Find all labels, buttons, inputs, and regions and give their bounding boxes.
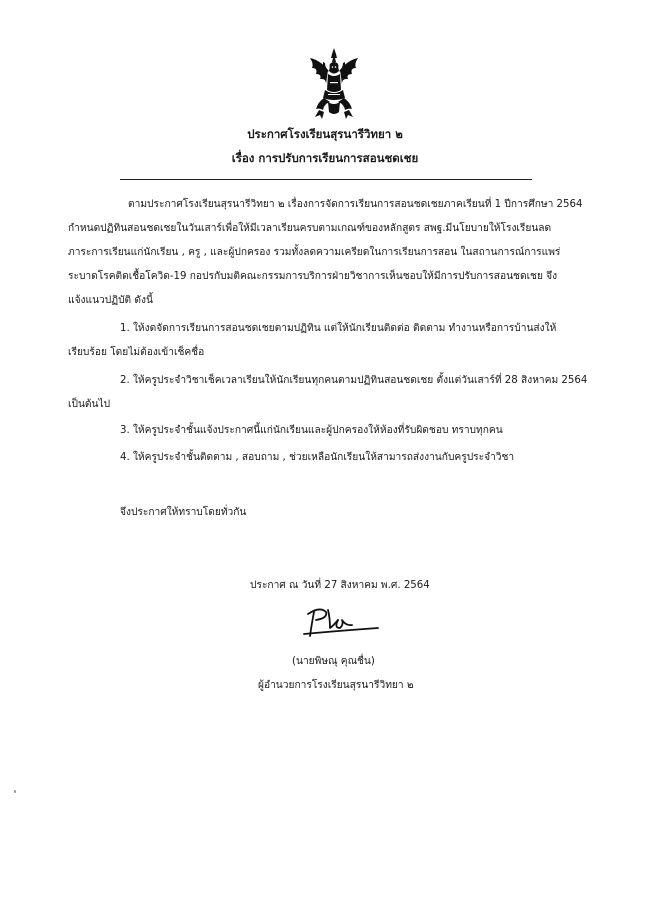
intro-line: ภาระการเรียนแก่นักเรียน , ครู , และผู้ปกครอง รวมทั้งลดความเครียดในการเรียนการสอน ในสถานการณ์การแพร่ — [68, 247, 561, 258]
list-item-1: 1. ให้งดจัดการเรียนการสอนชดเชยตามปฏิทิน แต่ให้นักเรียนติดต่อ ติดตาม ทำงานหรือการบ้านส่งให้ — [120, 323, 557, 334]
document-title: ประกาศโรงเรียนสุรนารีวิทยา ๒ — [247, 127, 403, 141]
list-item-3: 3. ให้ครูประจำชั้นแจ้งประกาศนี้แก่นักเรียนและผู้ปกครองให้ห้องที่รับผิดชอบ ทราบทุกคน — [120, 425, 503, 436]
intro-line: แจ้งแนวปฏิบัติ ดังนี้ — [68, 295, 153, 306]
handwritten-signature-icon — [300, 604, 382, 640]
signatory-position: ผู้อำนวยการโรงเรียนสุรนารีวิทยา ๒ — [258, 680, 414, 691]
signatory-name: (นายพิษณุ คุณชื่น) — [292, 656, 375, 667]
announcement-date: ประกาศ ณ วันที่ 27 สิงหาคม พ.ศ. 2564 — [250, 580, 430, 591]
scan-speck — [14, 790, 16, 793]
garuda-emblem-icon — [306, 46, 362, 122]
list-item-2-cont: เป็นต้นไป — [68, 399, 111, 410]
intro-line: กำหนดปฏิทินสอนชดเชยในวันเสาร์เพื่อให้มีเวลาเรียนครบตามเกณฑ์ของหลักสูตร สพฐ.มีนโยบายให้โรงเรียนลด — [68, 223, 552, 234]
closing-text: จึงประกาศให้ทราบโดยทั่วกัน — [120, 507, 247, 518]
list-item-4: 4. ให้ครูประจำชั้นติดตาม , สอบถาม , ช่วยเหลือนักเรียนให้สามารถส่งงานกับครูประจำวิชา — [120, 452, 515, 463]
intro-line: ระบาดโรคติดเชื้อโควิด-19 กอปรกับมติคณะกรรมการบริการฝ่ายวิชาการเห็นชอบให้มีการปรับการสอนชดเชย จึง — [68, 271, 558, 282]
intro-line: ตามประกาศโรงเรียนสุรนารีวิทยา ๒ เรื่องการจัดการเรียนการสอนชดเชยภาคเรียนที่ 1 ปีการศึกษา 2564 — [128, 199, 583, 210]
document-subject: เรื่อง การปรับการเรียนการสอนชดเชย — [231, 151, 419, 165]
list-item-2: 2. ให้ครูประจำวิชาเช็คเวลาเรียนให้นักเรียนทุกคนตามปฏิทินสอนชดเชย ตั้งแต่วันเสาร์ที่ 28 สิงหาคม 2564 — [120, 375, 588, 386]
title-divider — [120, 179, 532, 180]
list-item-1-cont: เรียบร้อย โดยไม่ต้องเข้าเช็คชื่อ — [68, 347, 205, 358]
